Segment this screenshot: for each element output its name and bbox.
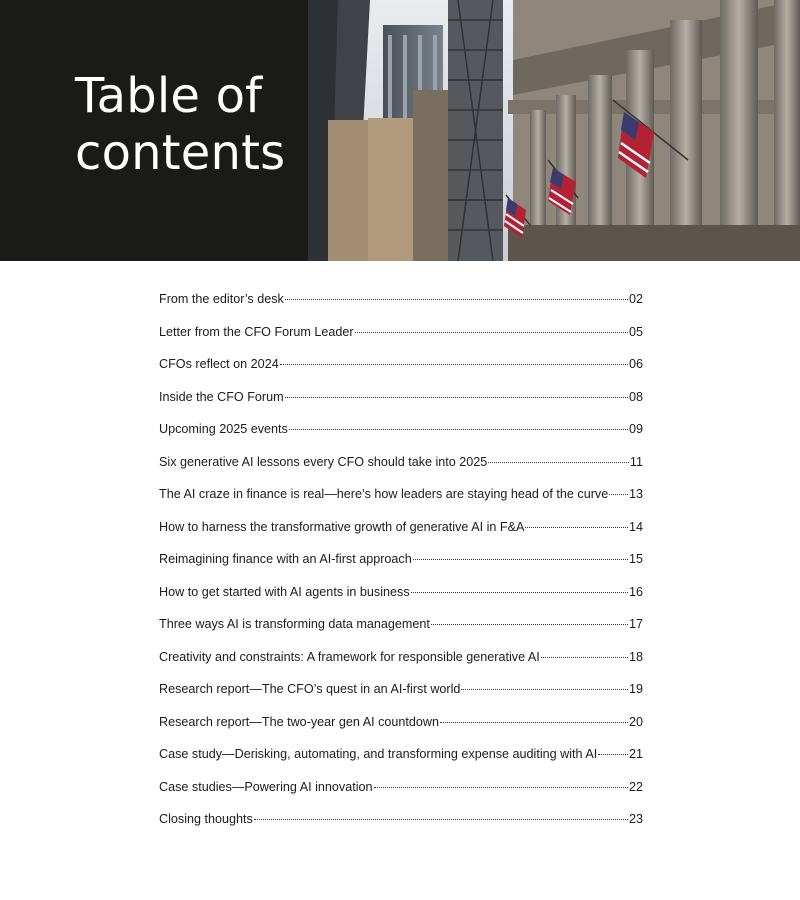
- toc-entry-title: Research report—The two-year gen AI countdown: [159, 714, 440, 729]
- table-of-contents-list: [159, 292, 643, 845]
- toc-page-number: 19: [628, 682, 643, 696]
- toc-entry-title: Creativity and constraints: A framework for responsible generative AI: [159, 649, 540, 664]
- toc-entry[interactable]: [159, 292, 643, 325]
- toc-entry-title: How to harness the transformative growth of generative AI in F&A: [159, 519, 525, 534]
- toc-entry-title: Case studies—Powering AI innovation: [159, 779, 373, 794]
- dot-leader: [374, 787, 628, 788]
- toc-entry[interactable]: [159, 357, 643, 390]
- toc-entry[interactable]: [159, 455, 643, 488]
- dot-leader: [413, 559, 628, 560]
- toc-entry[interactable]: [159, 552, 643, 585]
- dot-leader: [440, 722, 628, 723]
- toc-entry[interactable]: [159, 487, 643, 520]
- toc-entry-title: Inside the CFO Forum: [159, 389, 284, 404]
- toc-entry-title: How to get started with AI agents in business: [159, 584, 410, 599]
- toc-entry[interactable]: [159, 617, 643, 650]
- dot-leader: [285, 299, 628, 300]
- toc-entry[interactable]: [159, 682, 643, 715]
- dot-leader: [541, 657, 628, 658]
- stock-exchange-building-illustration: [308, 0, 800, 261]
- dot-leader: [488, 462, 629, 463]
- dot-leader: [355, 332, 628, 333]
- dot-leader: [461, 689, 628, 690]
- title-panel: [0, 0, 308, 261]
- toc-entry-title: The AI craze in finance is real—here’s how leaders are staying head of the curve: [159, 487, 609, 501]
- toc-entry[interactable]: [159, 812, 643, 845]
- toc-page-number: 11: [629, 454, 643, 469]
- toc-page-number: 18: [628, 649, 643, 664]
- dot-leader: [431, 624, 628, 625]
- toc-page-number: 21: [628, 747, 643, 761]
- toc-page-number: 14: [628, 519, 643, 534]
- toc-entry[interactable]: [159, 390, 643, 423]
- toc-page-number: 23: [628, 812, 643, 826]
- toc-entry-title: Closing thoughts: [159, 812, 253, 826]
- toc-entry-title: Six generative AI lessons every CFO should take into 2025: [159, 454, 488, 469]
- dot-leader: [411, 592, 628, 593]
- toc-page-number: 17: [628, 617, 643, 631]
- toc-entry-title: Upcoming 2025 events: [159, 422, 288, 436]
- toc-page-number: 02: [628, 292, 643, 306]
- toc-entry-title: Research report—The CFO’s quest in an AI-first world: [159, 682, 461, 696]
- toc-page-number: 20: [628, 714, 643, 729]
- toc-entry[interactable]: [159, 747, 643, 780]
- toc-entry-title: Case study—Derisking, automating, and transforming expense auditing with AI: [159, 747, 598, 761]
- toc-entry[interactable]: [159, 325, 643, 358]
- toc-page-number: 13: [628, 487, 643, 501]
- header-band: [0, 0, 800, 261]
- toc-entry[interactable]: [159, 715, 643, 748]
- stock-exchange-photo: [308, 0, 800, 261]
- toc-entry[interactable]: [159, 422, 643, 455]
- toc-page-number: 16: [628, 584, 643, 599]
- toc-entry-title: Letter from the CFO Forum Leader: [159, 324, 354, 339]
- toc-page-number: 22: [628, 779, 643, 794]
- dot-leader: [598, 754, 628, 755]
- toc-page-number: 15: [628, 552, 643, 566]
- dot-leader: [285, 397, 628, 398]
- toc-entry-title: Reimagining finance with an AI-first approach: [159, 552, 412, 566]
- toc-entry[interactable]: [159, 585, 643, 618]
- toc-page-number: 05: [628, 324, 643, 339]
- toc-entry-title: CFOs reflect on 2024: [159, 357, 279, 371]
- page-title: Table of contents: [75, 68, 286, 181]
- dot-leader: [525, 527, 628, 528]
- toc-entry-title: From the editor’s desk: [159, 292, 284, 306]
- toc-page-number: 09: [628, 422, 643, 436]
- toc-entry[interactable]: [159, 780, 643, 813]
- toc-entry-title: Three ways AI is transforming data management: [159, 617, 430, 631]
- dot-leader: [280, 364, 628, 365]
- dot-leader: [609, 494, 628, 495]
- toc-entry[interactable]: [159, 650, 643, 683]
- dot-leader: [254, 819, 628, 820]
- toc-entry[interactable]: [159, 520, 643, 553]
- toc-page-number: 06: [628, 357, 643, 371]
- toc-page-number: 08: [628, 389, 643, 404]
- dot-leader: [289, 429, 628, 430]
